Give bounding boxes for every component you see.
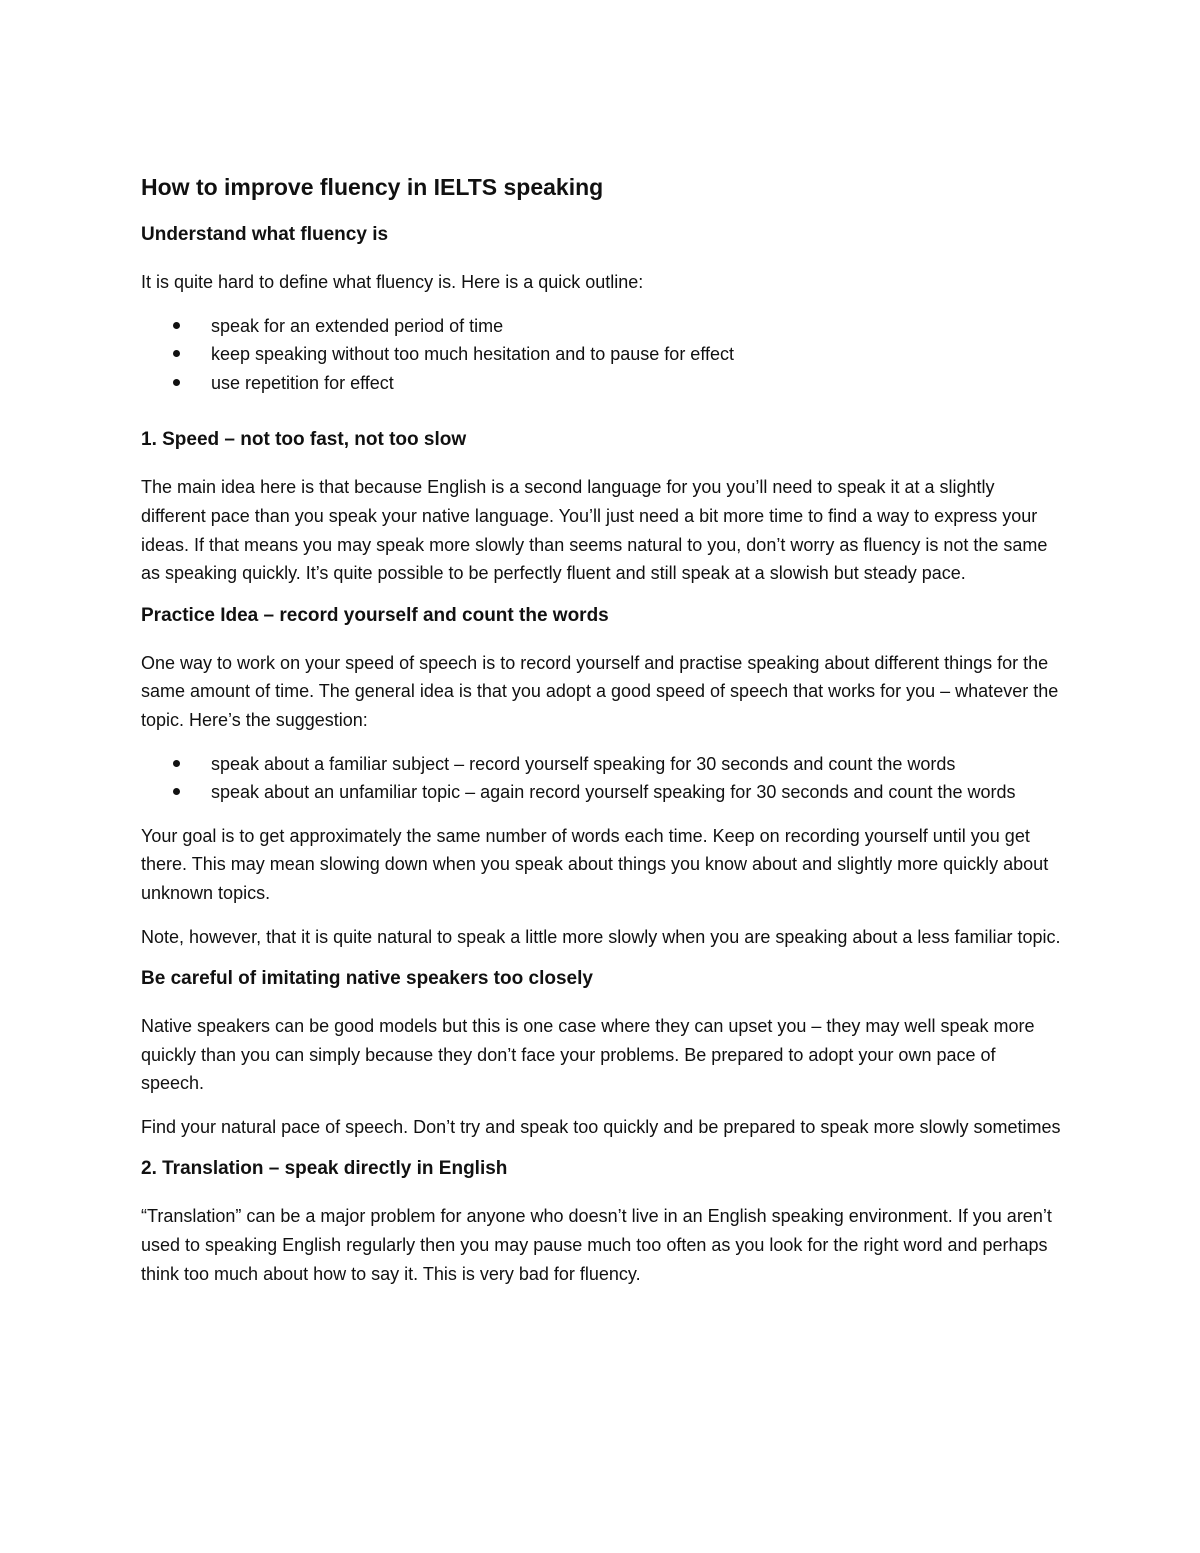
bullet-icon xyxy=(173,350,180,357)
list-item-text: keep speaking without too much hesitation and to pause for effect xyxy=(211,344,735,365)
document-title: How to improve fluency in IELTS speaking xyxy=(141,174,604,200)
practice-steps-list xyxy=(141,750,1061,807)
list-item-text: use repetition for effect xyxy=(211,372,394,393)
heading-translation: 2. Translation – speak directly in English xyxy=(141,1158,508,1180)
paragraph-natural-pace: Find your natural pace of speech. Don’t try and speak too quickly and be prepared to speak more slowly sometimes xyxy=(141,1116,1061,1137)
heading-speed: 1. Speed – not too fast, not too slow xyxy=(141,429,467,451)
paragraph-practice-intro: One way to work on your speed of speech is to record yourself and practise speaking about different things for the same amount of time. The general idea is that you adopt a good speed of speech that works for you – whatever the topic. Here’s the suggestion: xyxy=(141,652,1059,730)
bullet-icon xyxy=(173,379,180,386)
bullet-icon xyxy=(173,322,180,329)
list-item-text: speak about an unfamiliar topic – again record yourself speaking for 30 seconds and count the words xyxy=(211,782,1016,803)
heading-understand-fluency: Understand what fluency is xyxy=(141,224,389,245)
paragraph-practice-goal: Your goal is to get approximately the same number of words each time. Keep on recording yourself until you get there. This may mean slowing down when you speak about things you know about and slightly more quickly about unknown topics. xyxy=(141,825,1049,903)
heading-practice-idea: Practice Idea – record yourself and count the words xyxy=(141,604,609,626)
list-item xyxy=(141,340,1061,369)
list-item xyxy=(141,369,1061,398)
paragraph-practice-note: Note, however, that it is quite natural to speak a little more slowly when you are speaking about a less familiar topic. xyxy=(141,926,1061,947)
paragraph-fluency-intro: It is quite hard to define what fluency is. Here is a quick outline: xyxy=(141,272,644,292)
heading-imitating-native-speakers: Be careful of imitating native speakers too closely xyxy=(141,968,593,990)
list-item-text: speak about a familiar subject – record yourself speaking for 30 seconds and count the words xyxy=(211,753,956,774)
bullet-icon xyxy=(173,788,180,795)
paragraph-translation: “Translation” can be a major problem for anyone who doesn’t live in an English speaking environment. If you aren’t used to speaking English regularly then you may pause much too often as you look for the right word and perhaps think too much about how to say it. This is very bad for fluency. xyxy=(141,1206,1052,1284)
document-page xyxy=(141,172,1061,1303)
bullet-icon xyxy=(173,760,180,767)
list-item-text: speak for an extended period of time xyxy=(211,315,504,336)
paragraph-native-speakers: Native speakers can be good models but this is one case where they can upset you – they may well speak more quickly than you can simply because they don’t face your problems. Be prepared to adopt your own pace of speech. xyxy=(141,1016,1035,1094)
list-item xyxy=(141,750,1061,779)
list-item xyxy=(141,778,1061,807)
fluency-outline-list xyxy=(141,312,1061,398)
list-item xyxy=(141,312,1061,341)
paragraph-speed: The main idea here is that because English is a second language for you you’ll need to speak it at a slightly different pace than you speak your native language. You’ll just need a bit more time to find a way to express your ideas. If that means you may speak more slowly than seems natural to you, don’t worry as fluency is not the same as speaking quickly. It’s quite possible to be perfectly fluent and still speak at a slowish but steady pace. xyxy=(141,477,1048,584)
